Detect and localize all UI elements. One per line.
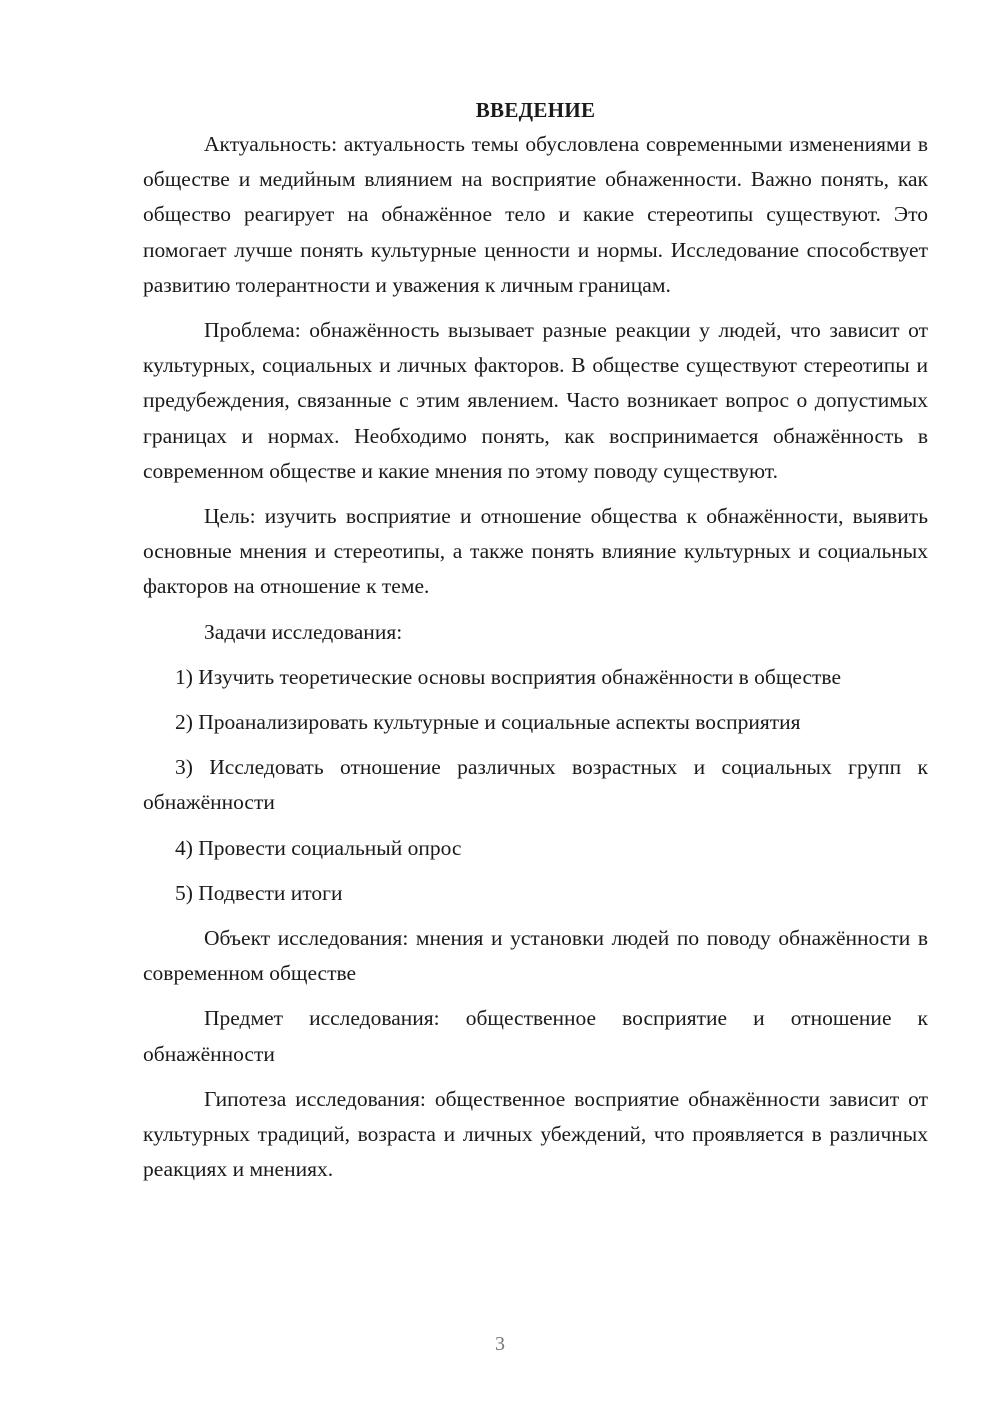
paragraph-tasks-heading: Задачи исследования:	[204, 619, 403, 644]
paragraph-hypothesis: Гипотеза исследования: общественное восприятие обнажённости зависит от культурных традиций, возраста и личных убеждений, что проявляется в различных реакциях и мнениях.	[143, 1086, 928, 1182]
section-heading: ВВЕДЕНИЕ	[475, 98, 596, 122]
task-item-2: 2) Проанализировать культурные и социальные аспекты восприятия	[175, 710, 801, 735]
page-content	[143, 94, 928, 1197]
task-item-4: 4) Провести социальный опрос	[175, 835, 462, 860]
task-item-1: 1) Изучить теоретические основы восприятия обнажённости в обществе	[175, 664, 841, 689]
task-item-5: 5) Подвести итоги	[175, 880, 343, 905]
paragraph-problem: Проблема: обнажённость вызывает разные реакции у людей, что зависит от культурных, социальных и личных факторов. В обществе существуют стереотипы и предубеждения, связанные с этим явлением. Часто возникает вопрос о допустимых границах и нормах. Необходимо понять, как воспринимается обнажённость в современном обществе и какие мнения по этому поводу существуют.	[143, 318, 928, 483]
paragraph-subject: Предмет исследования: общественное восприятие и отношение к обнажённости	[143, 1006, 928, 1066]
paragraph-relevance: Актуальность: актуальность темы обусловлена современными изменениями в обществе и медийным влиянием на восприятие обнаженности. Важно понять, как общество реагирует на обнажённое тело и какие стереотипы существуют. Это помогает лучше понять культурные ценности и нормы. Исследование способствует развитию толерантности и уважения к личным границам.	[143, 132, 928, 297]
paragraph-object: Объект исследования: мнения и установки людей по поводу обнажённости в современном обществе	[143, 926, 928, 986]
page-number: 3	[495, 1333, 505, 1355]
task-item-3: 3) Исследовать отношение различных возрастных и социальных групп к обнажённости	[143, 755, 928, 815]
paragraph-goal: Цель: изучить восприятие и отношение общества к обнажённости, выявить основные мнения и стереотипы, а также понять влияние культурных и социальных факторов на отношение к теме.	[143, 504, 928, 599]
